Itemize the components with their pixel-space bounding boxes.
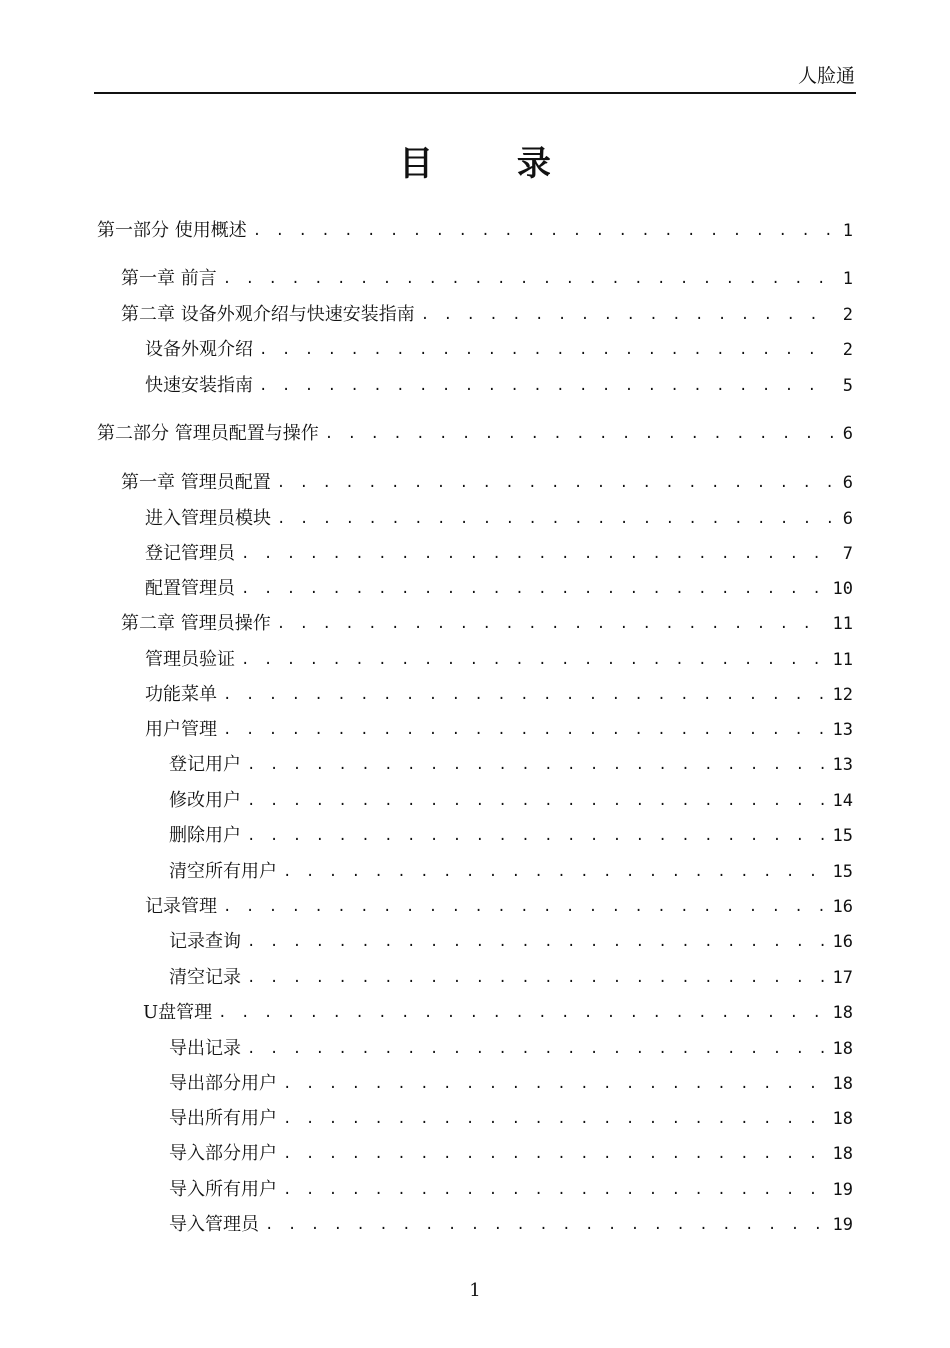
toc-section-function-menu[interactable] xyxy=(145,682,853,708)
toc-entry-label: 导出记录 xyxy=(169,1038,241,1059)
toc-entry-page: 7 xyxy=(842,544,853,564)
toc-entry-label: U盘管理 xyxy=(143,1002,213,1023)
dot-leader xyxy=(247,967,825,991)
toc-chapter-2-2[interactable] xyxy=(121,611,853,637)
toc-entry-label: 配置管理员 xyxy=(145,578,235,599)
toc-section-quick-install[interactable] xyxy=(145,373,853,399)
dot-leader xyxy=(277,472,833,496)
toc-entry-label: 功能菜单 xyxy=(145,684,217,705)
toc-entry-page: 16 xyxy=(832,932,853,952)
toc-entry-page: 18 xyxy=(832,1144,853,1164)
toc-subsection-export-some-users[interactable] xyxy=(169,1071,853,1097)
toc-subsection-clear-users[interactable] xyxy=(169,859,853,885)
toc-entry-page: 5 xyxy=(842,376,853,396)
toc-entry-page: 15 xyxy=(832,826,853,846)
dot-leader xyxy=(218,1002,824,1026)
toc-entry-page: 19 xyxy=(832,1180,853,1200)
toc-subsection-delete-user[interactable] xyxy=(169,823,853,849)
dot-leader xyxy=(283,1073,825,1097)
toc-section-configure-admin[interactable] xyxy=(145,576,853,602)
toc-subsection-import-all-users[interactable] xyxy=(169,1177,853,1203)
toc-entry-page: 6 xyxy=(842,509,853,529)
toc-entry-label: 修改用户 xyxy=(169,790,241,811)
toc-entry-label: 登记用户 xyxy=(169,754,241,775)
toc-subsection-export-all-users[interactable] xyxy=(169,1106,853,1132)
dot-leader xyxy=(325,423,833,447)
toc-subsection-clear-records[interactable] xyxy=(169,965,853,991)
toc-entry-page: 18 xyxy=(832,1074,853,1094)
toc-entry-label: 记录管理 xyxy=(145,896,217,917)
toc-entry-label: 第二章 设备外观介绍与快速安装指南 xyxy=(121,304,415,325)
toc-part-2[interactable] xyxy=(97,421,853,447)
dot-leader xyxy=(241,543,833,567)
dot-leader xyxy=(277,613,825,637)
toc-subsection-import-admin[interactable] xyxy=(169,1212,853,1238)
toc-entry-page: 19 xyxy=(832,1215,853,1235)
toc-entry-label: 导入所有用户 xyxy=(169,1179,277,1200)
toc-chapter-1-2[interactable] xyxy=(121,302,853,328)
toc-entry-page: 13 xyxy=(832,755,853,775)
dot-leader xyxy=(241,578,825,602)
dot-leader xyxy=(247,1038,825,1062)
dot-leader xyxy=(277,508,833,532)
toc-entry-label: 导入部分用户 xyxy=(169,1143,277,1164)
toc-entry-label: 登记管理员 xyxy=(145,543,235,564)
toc-entry-page: 18 xyxy=(832,1109,853,1129)
toc-section-admin-verify[interactable] xyxy=(145,647,853,673)
toc-entry-page: 15 xyxy=(832,862,853,882)
dot-leader xyxy=(283,1179,825,1203)
toc-entry-page: 1 xyxy=(842,269,853,289)
toc-entry-page: 11 xyxy=(832,614,853,634)
toc-entry-page: 12 xyxy=(832,685,853,705)
dot-leader xyxy=(283,1143,825,1167)
toc-entry-page: 14 xyxy=(832,791,853,811)
dot-leader xyxy=(253,220,833,244)
dot-leader xyxy=(223,719,825,743)
toc-section-appearance[interactable] xyxy=(145,337,853,363)
toc-entry-label: 导出部分用户 xyxy=(169,1073,277,1094)
toc-entry-label: 进入管理员模块 xyxy=(145,508,271,529)
toc-entry-label: 导出所有用户 xyxy=(169,1108,277,1129)
toc-entry-label: 设备外观介绍 xyxy=(145,339,253,360)
dot-leader xyxy=(223,268,833,292)
toc-subsection-import-some-users[interactable] xyxy=(169,1141,853,1167)
toc-section-register-admin[interactable] xyxy=(145,541,853,567)
toc-subsection-record-query[interactable] xyxy=(169,929,853,955)
toc-entry-page: 17 xyxy=(832,968,853,988)
toc-entry-label: 管理员验证 xyxy=(145,649,235,670)
toc-chapter-2-1[interactable] xyxy=(121,470,853,496)
toc-subsection-register-user[interactable] xyxy=(169,752,853,778)
toc-entry-label: 第一章 管理员配置 xyxy=(121,472,271,493)
toc-entry-page: 18 xyxy=(832,1003,853,1023)
dot-leader xyxy=(223,684,825,708)
toc-entry-page: 16 xyxy=(832,897,853,917)
toc-chapter-1-1[interactable] xyxy=(121,266,853,292)
toc-entry-page: 6 xyxy=(842,424,853,444)
toc-entry-label: 导入管理员 xyxy=(169,1214,259,1235)
toc-entry-page: 6 xyxy=(842,473,853,493)
toc-entry-page: 13 xyxy=(832,720,853,740)
toc-entry-label: 第一部分 使用概述 xyxy=(97,220,247,241)
dot-leader xyxy=(421,304,833,328)
toc-entry-page: 2 xyxy=(842,305,853,325)
toc-entry-label: 第一章 前言 xyxy=(121,268,217,289)
dot-leader xyxy=(247,790,825,814)
dot-leader xyxy=(283,861,825,885)
toc-entry-page: 11 xyxy=(832,650,853,670)
toc-section-user-management[interactable] xyxy=(145,717,853,743)
dot-leader xyxy=(259,375,833,399)
dot-leader xyxy=(247,931,825,955)
toc-section-usb-management[interactable] xyxy=(143,1000,853,1026)
toc-entry-page: 2 xyxy=(842,340,853,360)
dot-leader xyxy=(223,896,825,920)
toc-subsection-export-records[interactable] xyxy=(169,1036,853,1062)
running-header-title: 人脸通 xyxy=(797,65,855,87)
dot-leader xyxy=(247,825,825,849)
toc-entry-label: 清空所有用户 xyxy=(169,861,277,882)
dot-leader xyxy=(247,754,825,778)
toc-entry-label: 清空记录 xyxy=(169,967,241,988)
toc-section-enter-admin[interactable] xyxy=(145,506,853,532)
toc-entry-label: 删除用户 xyxy=(169,825,241,846)
page-number: 1 xyxy=(469,1280,481,1301)
dot-leader xyxy=(283,1108,825,1132)
toc-entry-label: 记录查询 xyxy=(169,931,241,952)
toc-entry-label: 快速安装指南 xyxy=(145,375,253,396)
toc-section-record-management[interactable] xyxy=(145,894,853,920)
dot-leader xyxy=(259,339,833,363)
toc-title: 目 录 xyxy=(399,144,587,184)
toc-entry-page: 1 xyxy=(842,221,853,241)
toc-subsection-modify-user[interactable] xyxy=(169,788,853,814)
toc-entry-page: 18 xyxy=(832,1039,853,1059)
dot-leader xyxy=(241,649,825,673)
toc-entry-label: 第二部分 管理员配置与操作 xyxy=(97,423,319,444)
toc-entry-label: 第二章 管理员操作 xyxy=(121,613,271,634)
dot-leader xyxy=(265,1214,825,1238)
toc-entry-label: 用户管理 xyxy=(145,719,217,740)
toc-entry-page: 10 xyxy=(832,579,853,599)
toc-part-1[interactable] xyxy=(97,218,853,244)
